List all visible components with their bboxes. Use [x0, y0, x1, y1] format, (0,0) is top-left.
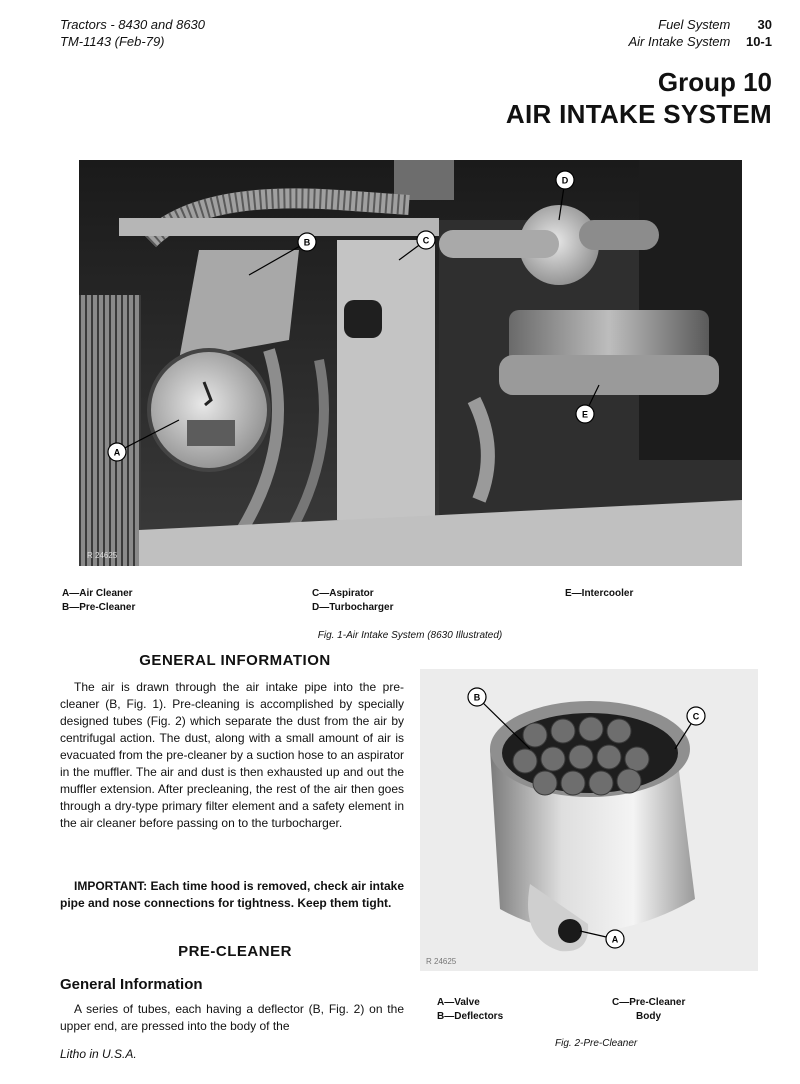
fig1-legend-col3: [565, 587, 633, 601]
pre-cleaner-paragraph: A series of tubes, each having a deflector (B, Fig. 2) on the upper end, are pressed into the body of the: [60, 1002, 404, 1033]
legend-air-cleaner: A—Air Cleaner: [62, 588, 133, 599]
header-section-name: Fuel System: [658, 17, 731, 32]
fig2-photo-code: R 24625: [426, 957, 457, 966]
fig1-callout-e: E: [581, 409, 589, 420]
group-name-title: AIR INTAKE SYSTEM: [505, 99, 772, 129]
pre-cleaner-heading: PRE-CLEANER: [178, 943, 292, 960]
fig2-caption: Fig. 2-Pre-Cleaner: [555, 1038, 638, 1049]
running-header-right: [629, 16, 773, 50]
legend-pre-cleaner-body: C—Pre-Cleaner: [612, 997, 686, 1008]
figure-2-photo: [420, 669, 758, 971]
fig2-callout-a: A: [611, 934, 619, 945]
legend-deflectors: B—Deflectors: [437, 1011, 504, 1022]
legend-intercooler: E—Intercooler: [565, 588, 634, 599]
footer-litho: Litho in U.S.A.: [60, 1047, 137, 1061]
figure-1-photo: [79, 160, 742, 566]
pre-cleaner-illustration: [420, 669, 758, 971]
fig2-callout-b: B: [473, 692, 481, 703]
fig1-callout-c: C: [422, 235, 430, 246]
general-information-paragraph: The air is drawn through the air intake pipe into the pre-cleaner (B, Fig. 1). Pre-cleaning is accomplished by specially designed tubes (Fig. 2) which separate the dust from the air by centrifugal action. The dust, along with a small amount of air is evacuated from the pre-cleaner by a suction hose to an aspirator in the muffler. The air and dust is then exhausted up and out the muffler extension. After precleaning, the rest of the air then goes through a dry-type primary filter element and a safety element in the air cleaner before passing on to the turbocharger.: [60, 680, 404, 830]
legend-pre-cleaner: B—Pre-Cleaner: [62, 602, 136, 613]
fig2-legend-col1: [437, 996, 503, 1024]
running-header-left: [60, 16, 205, 50]
header-section-line: [629, 16, 773, 33]
header-group-name: Air Intake System: [628, 34, 731, 49]
header-group-line: [629, 33, 773, 50]
fig1-callout-b: B: [303, 237, 311, 248]
fig1-callout-a: A: [113, 447, 121, 458]
fig1-caption: Fig. 1-Air Intake System (8630 Illustrated): [317, 630, 503, 641]
header-section-number: 30: [757, 17, 772, 32]
pre-cleaner-subheading: General Information: [60, 976, 203, 993]
header-model-line: Tractors - 8430 and 8630: [60, 17, 206, 32]
legend-valve: A—Valve: [437, 997, 480, 1008]
fig2-callout-c: C: [692, 711, 700, 722]
legend-aspirator: C—Aspirator: [312, 588, 374, 599]
header-page-number: 10-1: [745, 34, 772, 49]
engine-illustration: [79, 160, 742, 566]
group-number-title: Group 10: [657, 67, 772, 97]
fig1-photo-code: R 24625: [87, 551, 118, 560]
legend-turbocharger: D—Turbocharger: [312, 602, 394, 613]
fig1-legend-col2: [312, 587, 394, 615]
fig1-callout-d: D: [561, 175, 569, 186]
general-information-heading: GENERAL INFORMATION: [139, 652, 331, 669]
legend-pre-cleaner-body-cont: Body: [636, 1011, 661, 1022]
header-manual-line: TM-1143 (Feb-79): [60, 34, 165, 49]
important-note: IMPORTANT: Each time hood is removed, check air intake pipe and nose connections for tightness. Keep them tight.: [60, 879, 404, 910]
fig2-legend-col2: [612, 996, 685, 1024]
fig1-legend-col1: [62, 587, 135, 615]
